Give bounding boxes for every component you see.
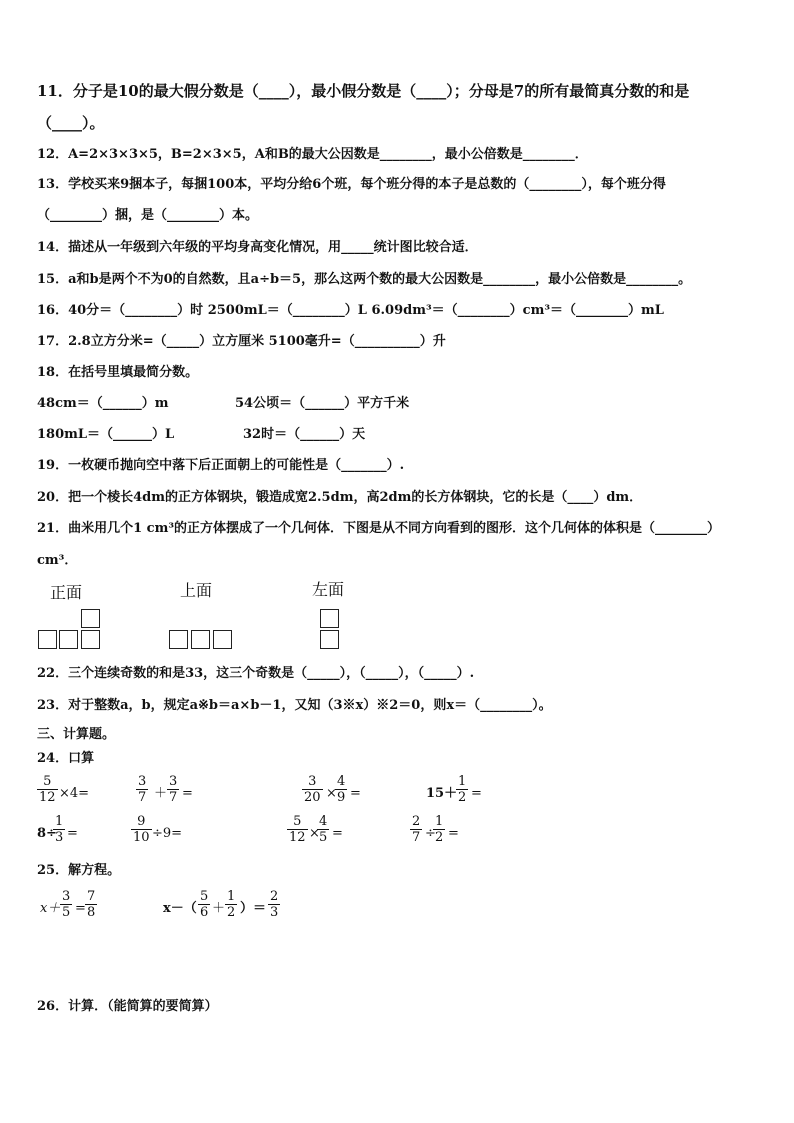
question-16: 16．40分＝（________）时 2500mL＝（________）L 6.09dm³＝（________）cm³＝（________）mL bbox=[37, 303, 664, 318]
question-18-item-4: 32时＝（______）天 bbox=[243, 427, 366, 442]
fraction: 5 6 bbox=[200, 889, 209, 920]
question-18-item-2: 54公顷＝（______）平方千米 bbox=[235, 396, 410, 411]
front-view-label: 正面 bbox=[50, 583, 83, 602]
top-view-cell bbox=[169, 630, 188, 649]
question-19: 19．一枚硬币抛向空中落下后正面朝上的可能性是（_______）. bbox=[37, 458, 405, 473]
section-3-heading: 三、计算题。 bbox=[37, 727, 116, 742]
question-20: 20．把一个棱长4dm的正方体钢块，锻造成宽2.5dm，高2dm的长方体钢块，它的长是（____）dm． bbox=[37, 490, 643, 505]
question-14: 14．描述从一年级到六年级的平均身高变化情况，用_____统计图比较合适． bbox=[37, 240, 478, 255]
fraction: 2 3 bbox=[270, 889, 279, 920]
question-26: 26．计算．（能简算的要简算） bbox=[37, 999, 218, 1014]
question-25: 25．解方程。 bbox=[37, 863, 121, 878]
question-12: 12．A=2×3×3×5，B=2×3×5，A和B的最大公因数是________，最小公倍数是________． bbox=[37, 147, 588, 162]
question-13-line1: 13．学校买来9捆本子，每捆100本，平均分给6个班，每个班分得的本子是总数的（________），每个班分得 bbox=[37, 177, 666, 192]
fraction: 2 7 bbox=[412, 814, 421, 845]
question-22: 22．三个连续奇数的和是33，这三个奇数是（_____），（_____），（_____）. bbox=[37, 666, 475, 681]
fraction: 1 2 bbox=[227, 889, 236, 920]
question-15: 15．a和b是两个不为0的自然数，且a÷b＝5，那么这两个数的最大公因数是________，最小公倍数是________。 bbox=[37, 272, 692, 287]
left-view-label: 左面 bbox=[312, 580, 345, 599]
question-13-line2: （________）捆，是（________）本。 bbox=[37, 208, 259, 223]
fraction: 3 7 bbox=[169, 774, 178, 805]
top-view-cell bbox=[191, 630, 210, 649]
left-view-cell bbox=[320, 609, 339, 628]
fraction: 5 12 bbox=[39, 774, 56, 805]
fraction: 1 3 bbox=[55, 814, 64, 845]
front-view-cell bbox=[81, 609, 100, 628]
front-view-cell bbox=[38, 630, 57, 649]
question-11-line1: 11．分子是10的最大假分数是（____），最小假分数是（____）；分母是7的所有最简真分数的和是 bbox=[37, 82, 690, 100]
top-view-cell bbox=[213, 630, 232, 649]
question-11-line2: （____）。 bbox=[37, 114, 105, 132]
top-view-label: 上面 bbox=[180, 581, 213, 600]
fraction: 4 5 bbox=[319, 814, 328, 845]
fraction: 4 9 bbox=[337, 774, 346, 805]
question-23: 23．对于整数a，b，规定a※b＝a×b－1，又知（3※x）※2＝0，则x＝（________）。 bbox=[37, 698, 552, 713]
fraction: 7 8 bbox=[87, 889, 96, 920]
front-view-cell bbox=[59, 630, 78, 649]
fraction: 5 12 bbox=[289, 814, 306, 845]
fraction: 3 5 bbox=[62, 889, 71, 920]
fraction: 3 20 bbox=[304, 774, 321, 805]
question-18-item-3: 180mL＝（______）L bbox=[37, 427, 175, 442]
question-18: 18．在括号里填最简分数。 bbox=[37, 365, 199, 380]
fraction: 1 2 bbox=[435, 814, 444, 845]
fraction: 1 2 bbox=[458, 774, 467, 805]
question-17: 17．2.8立方分米=（_____）立方厘米 5100毫升=（__________）升 bbox=[37, 334, 446, 349]
question-18-item-1: 48cm＝（______）m bbox=[37, 396, 169, 411]
question-21-line2: cm³． bbox=[37, 553, 78, 568]
fraction: 9 10 bbox=[133, 814, 150, 845]
question-21-line1: 21．曲米用几个1 cm³的正方体摆成了一个几何体．下图是从不同方向看到的图形．这个几何体的体积是（________） bbox=[37, 521, 721, 536]
question-24: 24．口算 bbox=[37, 751, 95, 766]
left-view-cell bbox=[320, 630, 339, 649]
fraction: 3 7 bbox=[138, 774, 147, 805]
front-view-cell bbox=[81, 630, 100, 649]
